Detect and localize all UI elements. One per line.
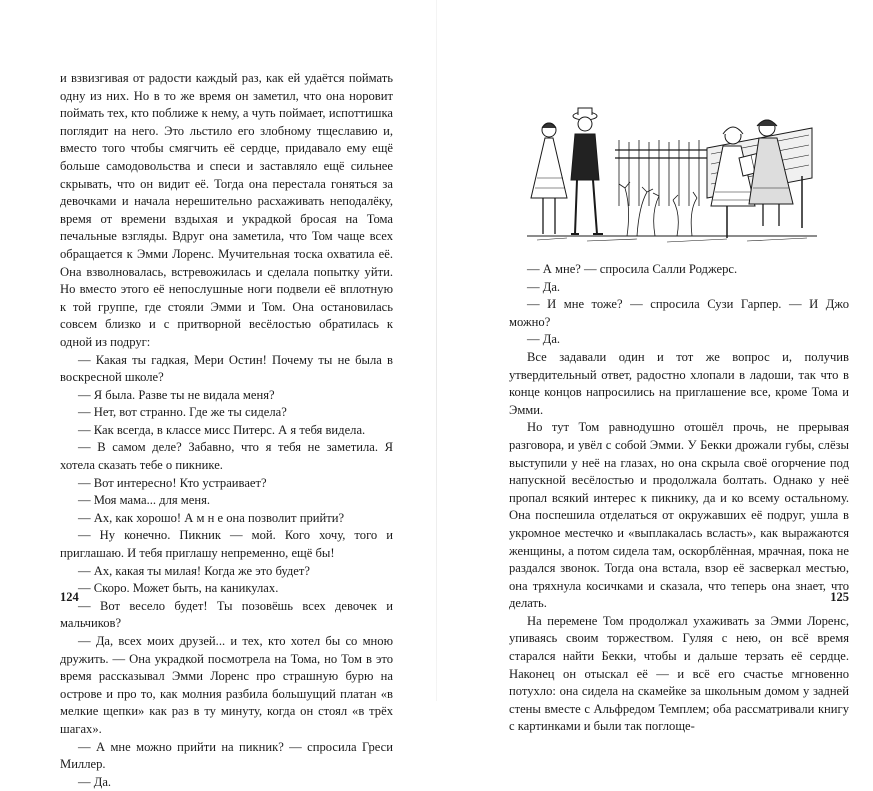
paragraph: — В самом деле? Забавно, что я тебя не заметила. Я хотела сказать тебе о пикнике. <box>60 440 393 473</box>
paragraph: и взвизгивая от радости каждый раз, как ей удаётся поймать одну из них. Но в то же время он заметил, что она норовит поймать тех, кто поближе к нему, а чуть поймает, испоттишка поглядит на него. Это льстило его злобному тщеславию и, вместо того чтобы смягчить её сердце, придавало ему ещё больше самодовольства и спеси и заставляло ещё сильнее скрывать, что он видит её. Тогда она перестала гоняться за девочками и начала нерешительно расхаживать неподалёку, время от времени вздыхая и украдкой бросая на Тома печальные взгляды. Вдруг она заметила, что Том чаще всех обращается к Эмми Лоренс. Мучительная тоска охватила её. Она взволновалась, встревожилась и сделала попытку уйти. Но вместо этого её непослушные ноги подвели её вплотную к той группе, где стояли Эмми и Том. Она остановилась совсем близко и с притворной весёлостью обратилась к одной из подруг: <box>60 71 393 349</box>
paragraph: — Ах, как хорошо! А м н е она позволит прийти? <box>78 510 345 525</box>
paragraph: — Скоро. Может быть, на каникулах. <box>78 581 279 596</box>
right-page <box>437 0 873 734</box>
left-page <box>0 0 436 789</box>
illustration-children-schoolyard <box>527 88 817 253</box>
paragraph: — А мне можно прийти на пикник? — спросила Греси Миллер. <box>60 739 393 772</box>
paragraph: — Да. <box>78 774 112 789</box>
paragraph: — Я была. Разве ты не видала меня? <box>78 387 275 402</box>
right-page-text <box>509 261 849 736</box>
paragraph: — И мне тоже? — спросила Сузи Гарпер. — И Джо можно? <box>509 297 849 329</box>
page-number: 124 <box>60 590 79 604</box>
paragraph: На перемене Том продолжал ухаживать за Эмми Лоренс, упиваясь своим торжеством. Гуляя с нею, он всё время старался найти Бекки, чтобы и дальше терзать её сердце. Наконец он отыскал её — и всё его счастье мгновенно потухло: она сидела на скамейке за школьным домом у задней стены вместе с Альфредом Темплем; оба рассматривали книгу с картинками и были так поглоще- <box>509 613 849 734</box>
paragraph: Но тут Том равнодушно отошёл прочь, не прерывая разговора, и увёл с собой Эмми. У Бекки дрожали губы, слёзы выступили у неё на глазах, но она скрыла своё огорчение под напускной весёлостью и продолжала болтать. Однако у неё пропал всякий интерес к пикнику, да и ко всему остальному. Она поспешила отделаться от окружавших её подруг, ушла в укромное местечко и «выплакалась всласть», как выражаются женщины, а потом сидела там, оскорблённая, мрачная, пока не раздался звонок. Тогда она встала, взор её засверкал местью, она тряхнула косичками и сказала, что теперь она знает, что делать. <box>509 420 849 611</box>
paragraph: — Вот весело будет! Ты позовёшь всех девочек и мальчиков? <box>60 598 393 631</box>
left-page-text <box>60 70 393 791</box>
paragraph: — Да, всех моих друзей... и тех, кто хотел бы со мною дружить. — Она украдкой посмотрела на Тома, но Том в это время рассказывал Эмми Лоренс про страшную бурю на острове и про то, как молния разбила большущий платан «в мелкие щепки» как раз в ту минуту, когда он стоял «в трёх шагах». <box>60 634 393 736</box>
paragraph: Все задавали один и тот же вопрос и, получив утвердительный ответ, радостно хлопали в ладоши, так что в конце концов напросились на приглашение все, кроме Тома и Эмми. <box>509 349 849 417</box>
paragraph: — Ну конечно. Пикник — мой. Кого хочу, того и приглашаю. И тебя приглашу непременно, ещё бы! <box>60 528 393 561</box>
paragraph: — Ах, какая ты милая! Когда же это будет? <box>78 563 310 578</box>
paragraph: — Как всегда, в классе мисс Питерс. А я тебя видела. <box>78 422 366 437</box>
paragraph: — Да. <box>527 332 561 347</box>
paragraph: — Да. <box>527 279 561 294</box>
paragraph: — Какая ты гадкая, Мери Остин! Почему ты не была в воскресной школе? <box>60 352 393 385</box>
paragraph: — Вот интересно! Кто устраивает? <box>78 475 267 490</box>
paragraph: — А мне? — спросила Салли Роджерс. <box>527 262 738 276</box>
paragraph: — Нет, вот странно. Где же ты сидела? <box>78 405 287 420</box>
paragraph: — Моя мама... для меня. <box>78 493 211 508</box>
page-number: 125 <box>830 590 849 604</box>
